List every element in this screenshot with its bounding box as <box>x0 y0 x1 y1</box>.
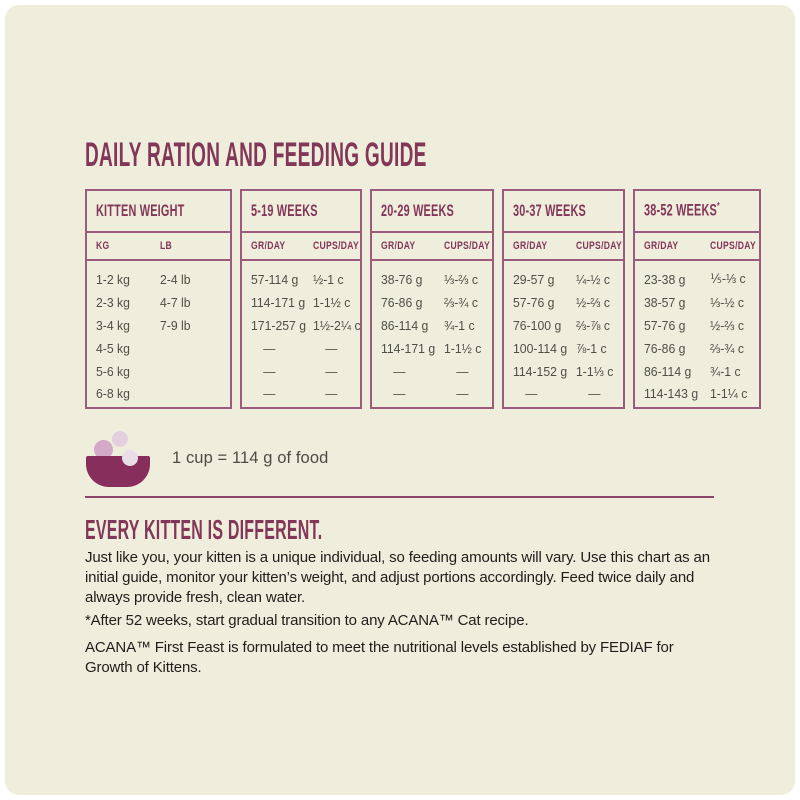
table-row <box>381 337 492 360</box>
table-cell: — <box>456 386 469 402</box>
table-cell: 76-86 g <box>644 340 686 356</box>
column-group-header <box>87 191 230 233</box>
feeding-table <box>85 189 756 409</box>
section-heading-text: EVERY KITTEN IS DIFFERENT. <box>85 514 323 545</box>
table-cell: — <box>263 386 276 402</box>
column-subheader-label: KG <box>96 240 110 252</box>
table-cell: ⅔-¾ c <box>444 294 479 310</box>
column-group-header <box>635 191 759 233</box>
table-row <box>513 382 624 405</box>
column-group-body <box>242 261 360 407</box>
table-column-group <box>502 189 626 409</box>
table-cell: 1-2 kg <box>96 271 130 287</box>
table-row <box>644 291 759 314</box>
table-cell: ½-⅔ c <box>575 294 610 310</box>
table-cell: 29-57 g <box>512 271 555 287</box>
table-row <box>96 314 230 337</box>
table-row <box>96 337 230 360</box>
table-cell: — <box>325 386 338 402</box>
divider-line <box>85 496 714 498</box>
column-group-header <box>372 191 492 233</box>
column-group-body <box>87 261 230 407</box>
column-subheader-label: GR/DAY <box>381 240 416 252</box>
table-cell: — <box>456 363 469 379</box>
table-row <box>251 314 360 337</box>
transition-footnote: *After 52 weeks, start gradual transition to any ACANA™ Cat recipe. <box>85 612 529 629</box>
table-cell: 86-114 g <box>644 363 692 379</box>
table-row <box>644 268 759 291</box>
table-cell: 114-171 g <box>251 294 306 310</box>
table-cell: 38-76 g <box>381 271 423 287</box>
table-cell: ¾-1 c <box>709 363 741 379</box>
table-cell: 6-8 kg <box>96 386 130 402</box>
table-cell: ⅔-⅞ c <box>575 317 610 333</box>
table-row <box>251 382 360 405</box>
column-subheader-row <box>372 233 492 261</box>
table-cell: ⅞-1 c <box>575 340 607 356</box>
table-cell: 1-1⅓ c <box>575 363 614 379</box>
table-cell: 2-3 kg <box>96 294 130 310</box>
header-asterisk: * <box>717 201 721 213</box>
table-cell: — <box>393 386 406 402</box>
table-row <box>644 360 759 383</box>
table-cell: 1-1¼ c <box>709 386 748 402</box>
fediaf-statement: ACANA™ First Feast is formulated to meet the nutritional levels established by FEDIAF for Growth of Kittens. <box>85 639 674 677</box>
table-cell: — <box>525 386 538 402</box>
column-subheader-label: GR/DAY <box>644 240 679 252</box>
table-column-group <box>633 189 761 409</box>
table-cell: — <box>325 363 338 379</box>
table-cell: 1½-2¼ c <box>313 317 361 333</box>
table-column-group <box>85 189 232 409</box>
table-cell: — <box>393 363 406 379</box>
cup-legend-text: 1 cup = 114 g of food <box>172 448 329 467</box>
kibble-circle-icon <box>112 431 128 447</box>
table-row <box>96 360 230 383</box>
table-row <box>251 268 360 291</box>
kibble-circle-icon <box>122 450 138 466</box>
table-row <box>381 314 492 337</box>
table-row <box>251 291 360 314</box>
column-group-header-text: 38-52 WEEKS <box>644 201 718 220</box>
table-cell: 57-114 g <box>251 271 299 287</box>
table-row <box>513 291 624 314</box>
table-column-group <box>240 189 362 409</box>
table-row <box>381 291 492 314</box>
table-cell: ⅔-¾ c <box>709 340 744 356</box>
cup-legend <box>85 429 328 487</box>
table-row <box>96 268 230 291</box>
page-title-text: DAILY RATION AND FEEDING GUIDE <box>85 136 427 174</box>
table-cell: 57-76 g <box>512 294 555 310</box>
column-group-header-text: KITTEN WEIGHT <box>96 201 185 220</box>
column-group-header <box>242 191 360 233</box>
column-group-body <box>372 261 492 407</box>
table-cell: 23-38 g <box>644 271 686 287</box>
table-row <box>513 337 624 360</box>
column-group-header-text: 20-29 WEEKS <box>381 201 455 220</box>
food-bowl-icon <box>85 429 151 487</box>
column-subheader-row <box>635 233 759 261</box>
table-row <box>381 382 492 405</box>
table-cell: 38-57 g <box>644 294 686 310</box>
table-cell: 76-100 g <box>512 317 562 333</box>
table-row <box>513 268 624 291</box>
table-cell: 4-5 kg <box>96 340 130 356</box>
column-subheader-label: GR/DAY <box>251 240 286 252</box>
column-group-header-text: 5-19 WEEKS <box>251 201 318 220</box>
table-cell: ½-1 c <box>313 271 344 287</box>
table-row <box>644 382 759 405</box>
table-row <box>96 291 230 314</box>
column-subheader-label: CUPS/DAY <box>313 240 360 252</box>
table-cell: 7-9 lb <box>160 317 191 333</box>
column-group-header-text: 30-37 WEEKS <box>512 201 586 220</box>
page-title <box>85 136 695 175</box>
table-cell: 1-1½ c <box>313 294 351 310</box>
column-subheader-row <box>87 233 230 261</box>
column-subheader-label: GR/DAY <box>512 240 548 252</box>
table-cell: 2-4 lb <box>160 271 191 287</box>
table-cell: — <box>263 363 276 379</box>
column-subheader-label: LB <box>160 240 173 252</box>
section-body-text: Just like you, your kitten is a unique individual, so feeding amounts will vary. Use this chart as an initial guide, monitor your kitten’s weight, and adjust portions accordingly. Feed twice daily and always provide fresh, clean water. <box>85 549 710 607</box>
table-cell: 100-114 g <box>512 340 567 356</box>
table-cell: 171-257 g <box>251 317 307 333</box>
table-cell: ½-⅔ c <box>709 317 744 333</box>
table-cell: 4-7 lb <box>160 294 191 310</box>
bowl-shape <box>86 456 150 487</box>
table-row <box>513 314 624 337</box>
table-row <box>251 337 360 360</box>
table-cell: 114-143 g <box>644 386 699 402</box>
table-column-group <box>370 189 494 409</box>
table-cell: — <box>263 340 276 356</box>
column-subheader-row <box>242 233 360 261</box>
table-cell: 57-76 g <box>644 317 686 333</box>
table-row <box>381 268 492 291</box>
table-row <box>381 360 492 383</box>
column-subheader-label: CUPS/DAY <box>575 240 622 252</box>
column-subheader-label: CUPS/DAY <box>444 240 491 252</box>
table-cell: ¼-½ c <box>575 271 610 287</box>
table-cell: — <box>588 386 601 402</box>
table-cell: — <box>325 340 338 356</box>
table-cell: ⅕-⅓ c <box>709 271 746 287</box>
table-cell: 3-4 kg <box>96 317 130 333</box>
table-cell: ⅓-⅔ c <box>444 271 479 287</box>
table-cell: 1-1½ c <box>444 340 482 356</box>
table-cell: 114-171 g <box>381 340 436 356</box>
table-row <box>644 337 759 360</box>
table-row <box>644 314 759 337</box>
table-row <box>96 382 230 405</box>
table-cell: ¾-1 c <box>444 317 475 333</box>
table-row <box>251 360 360 383</box>
section-heading <box>85 514 501 546</box>
table-row <box>513 360 624 383</box>
table-cell: 5-6 kg <box>96 363 130 379</box>
column-subheader-label: CUPS/DAY <box>709 240 756 252</box>
column-group-body <box>504 261 624 407</box>
table-cell: ⅓-½ c <box>709 294 744 310</box>
table-cell: 76-86 g <box>381 294 423 310</box>
column-subheader-row <box>504 233 624 261</box>
table-cell: 114-152 g <box>512 363 567 379</box>
column-group-body <box>635 261 759 407</box>
column-group-header <box>504 191 624 233</box>
table-cell: 86-114 g <box>381 317 429 333</box>
